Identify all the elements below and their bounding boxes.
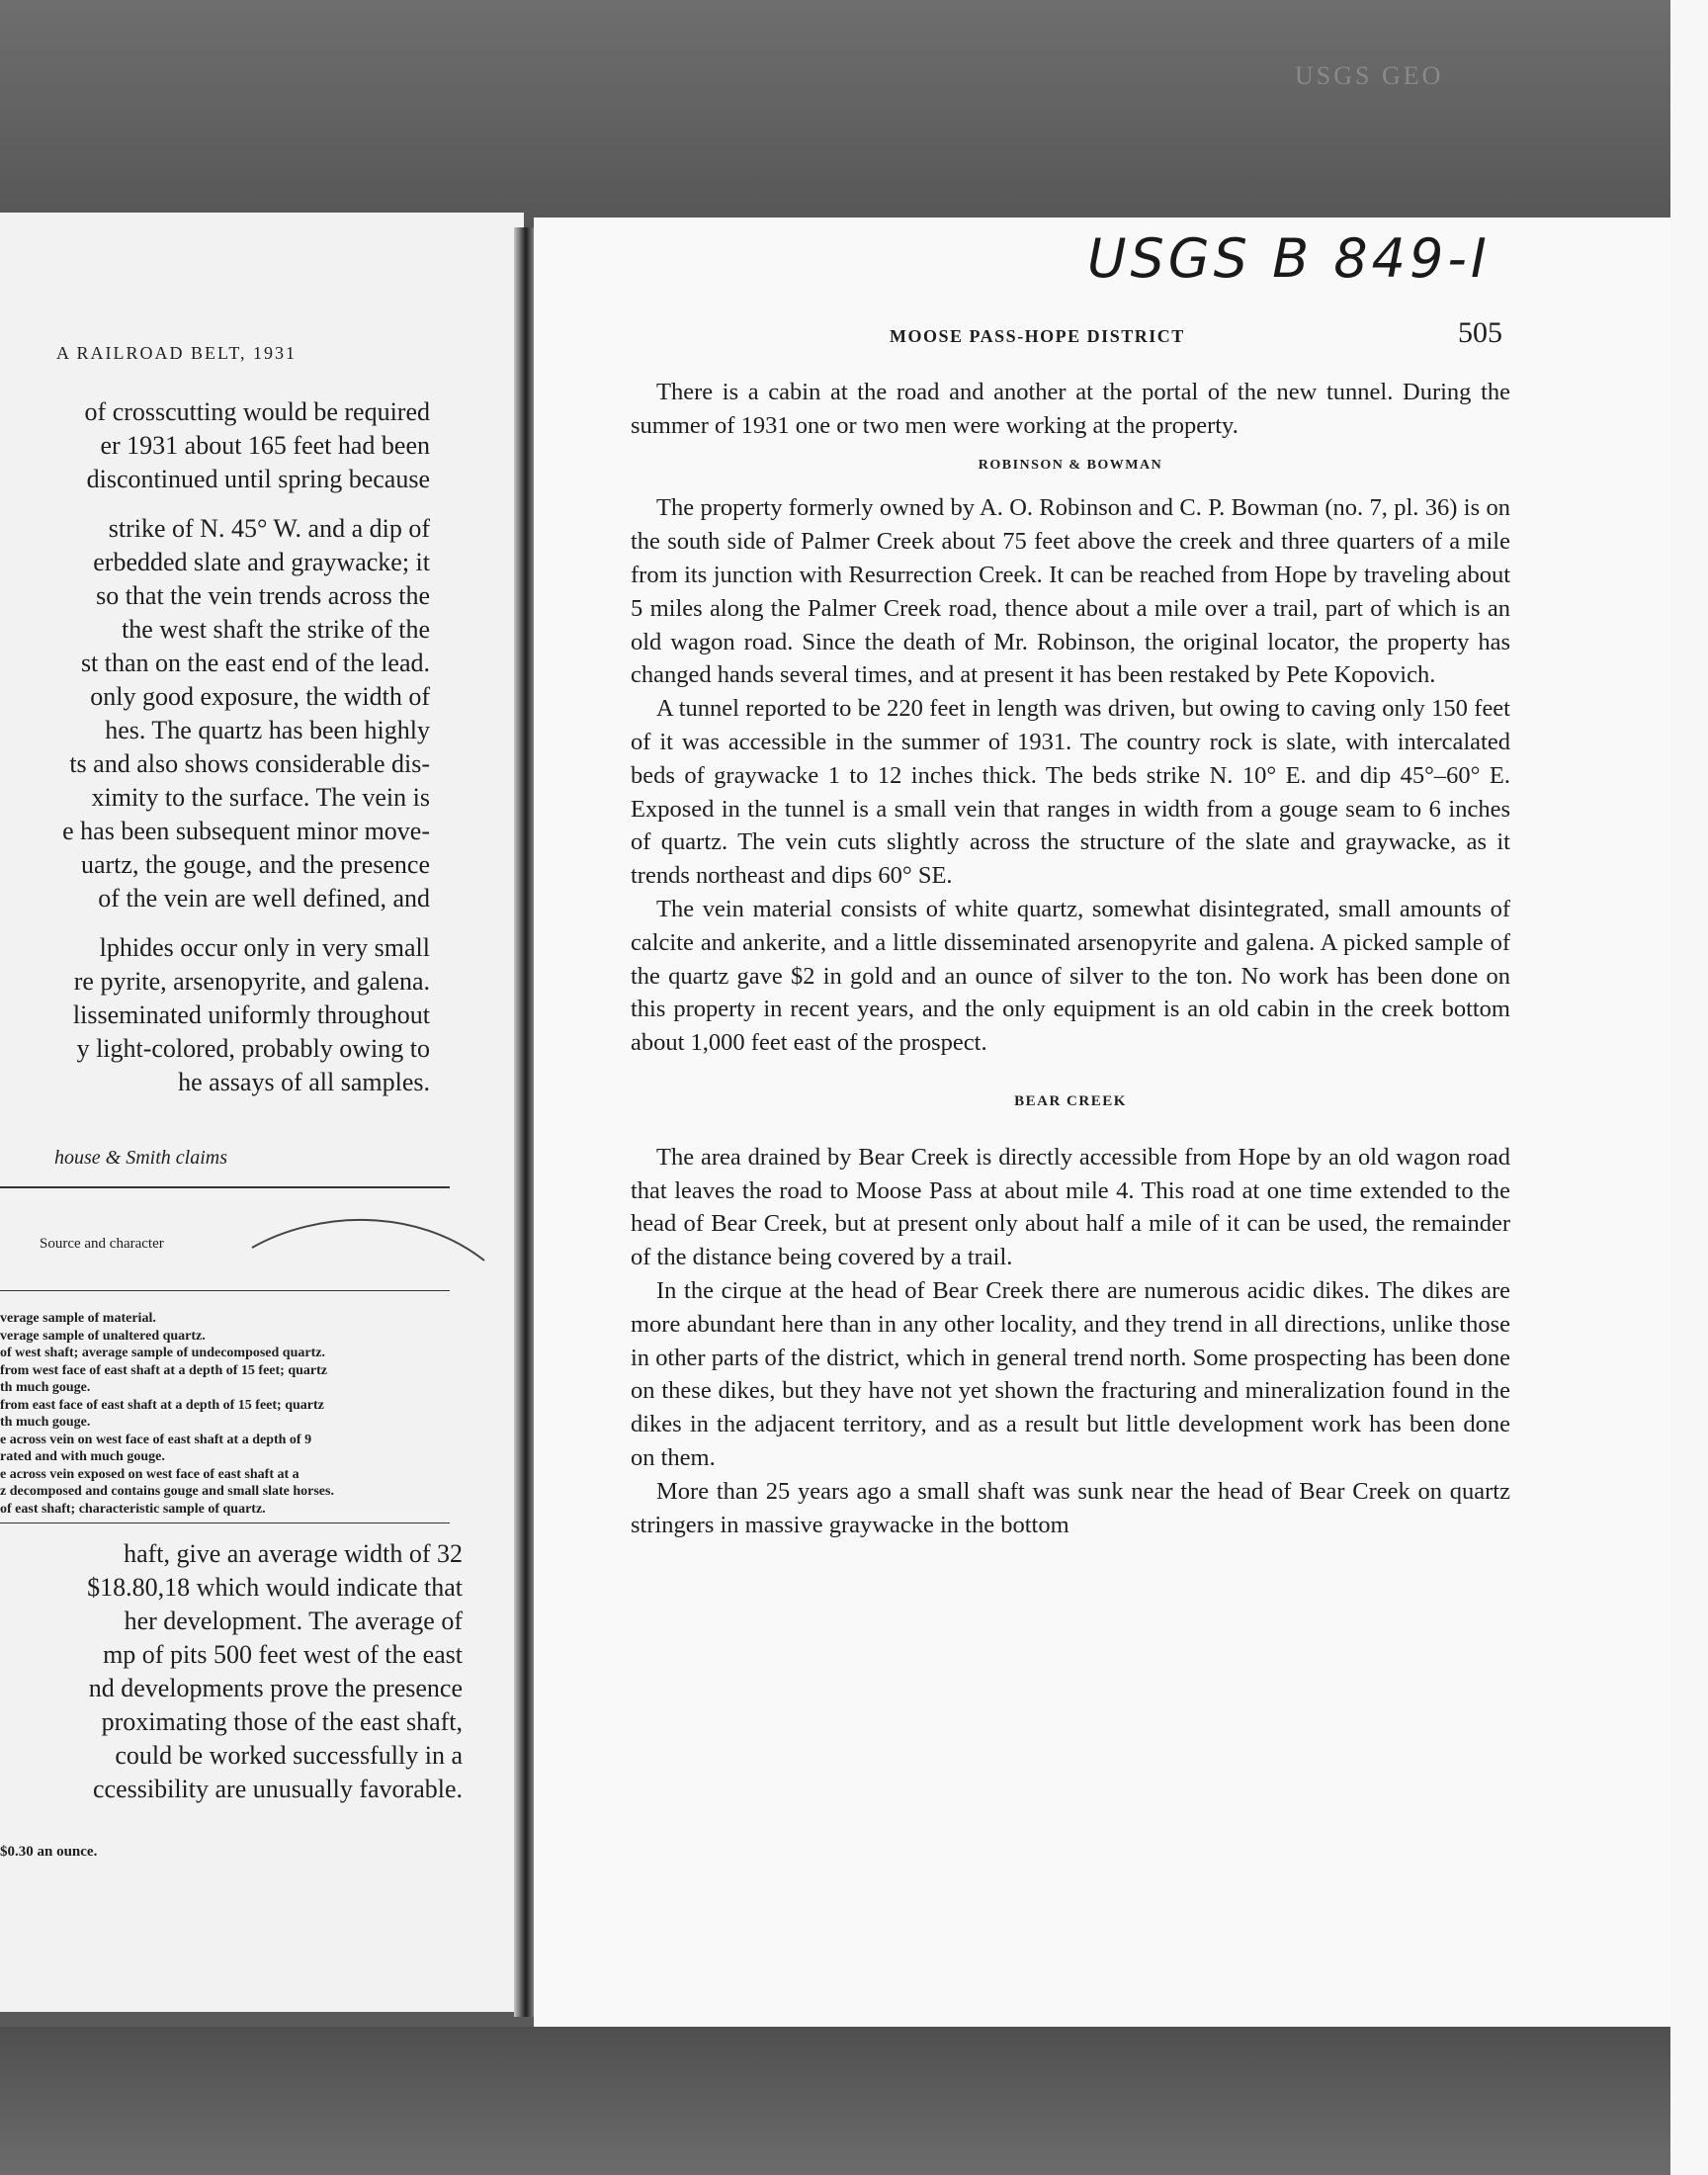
table-row: th much gouge. [0,1415,91,1430]
left-text-line: mp of pits 500 feet west of the east [103,1640,463,1669]
book-gutter [514,227,536,2017]
left-footnote: $0.30 an ounce. [0,1844,98,1860]
left-text-line: y light-colored, probably owing to [76,1034,430,1063]
table-row: verage sample of material. [0,1311,156,1326]
left-running-head: A RAILROAD BELT, 1931 [55,343,297,363]
opening-paragraph: There is a cabin at the road and another at the portal of the new tunnel. During the summer of 1931 one or two men were working at the property. [631,379,1510,439]
table-row: e across vein exposed on west face of east shaft at a [0,1466,299,1482]
left-text-line: ts and also shows considerable dis- [69,749,430,778]
left-text-line: $18.80,18 which would indicate that [87,1573,463,1602]
table-row: of east shaft; characteristic sample of quartz. [0,1501,266,1517]
table-row: th much gouge. [0,1380,91,1395]
scan-background-bottom [0,2027,1708,2175]
table-column-header: Source and character [40,1236,164,1252]
left-text-line: lisseminated uniformly throughout [72,1000,430,1029]
left-text-line: so that the vein trends across the [96,581,430,610]
page-body [631,376,1510,1541]
table-caption: house & Smith claims [54,1147,227,1169]
paragraph: The area drained by Bear Creek is directly accessible from Hope by an old wagon road that leaves the road to Moose Pass at about mile 4. This road at one time extended to the head of Bear Creek, but at present only about half a mile of it can be used, the remainder of the distance being covered by a trail. [631,1143,1510,1271]
scan-edge-right [1670,0,1708,2175]
left-page [0,213,524,2012]
left-text-line: st than on the east end of the lead. [80,649,430,677]
pencil-mark [247,1206,494,1265]
left-text-line: discontinued until spring because [86,465,430,493]
scan-background-top [0,0,1708,237]
paragraph: The property formerly owned by A. O. Robinson and C. P. Bowman (no. 7, pl. 36) is on the south side of Palmer Creek about 75 feet above the creek and three quarters of a mile from its junction with Resurrection Creek. It can be reached from Hope by traveling about 5 miles along the Palmer Creek road, thence about a mile over a trail, part of which is an old wagon road. Since the death of Mr. Robinson, the original locator, the property has changed hands several times, and at present it has been restaked by Pete Kopovich. [631,494,1510,689]
left-text-line: of the vein are well defined, and [98,884,430,913]
right-page [534,218,1675,2027]
left-text-line: ximity to the surface. The vein is [91,783,430,812]
table-bottom-rule [0,1522,450,1523]
handwritten-catalog-label: USGS B 849-I [1087,227,1491,290]
left-text-line: e has been subsequent minor move- [62,817,430,845]
left-text-line: erbedded slate and graywacke; it [93,548,430,576]
left-text-line: hes. The quartz has been highly [105,716,430,744]
running-head: MOOSE PASS-HOPE DISTRICT [890,326,1185,346]
left-text-line: uartz, the gouge, and the presence [80,850,430,879]
paragraph: A tunnel reported to be 220 feet in length was driven, but owing to caving only 150 feet of it was accessible in the summer of 1931. The country rock is slate, with intercalated beds of graywacke 1 to 12 inches thick. The beds strike N. 10° E. and dip 45°–60° E. Exposed in the tunnel is a small vein that ranges in width from a gouge seam to 6 inches of quartz. The vein cuts slightly across the structure of the slate and graywacke, as it trends northeast and dips 60° SE. [631,695,1510,890]
paragraph: The vein material consists of white quartz, somewhat disintegrated, small amounts of calcite and ankerite, and a little disseminated arsenopyrite and galena. A picked sample of the quartz gave $2 in gold and an ounce of silver to the ton. No work has been done on this property in recent years, and the only equipment is an old cabin in the creek bottom about 1,000 feet east of the prospect. [631,895,1510,1057]
left-text-line: only good exposure, the width of [90,682,430,711]
faint-stamp: USGS GEO [1295,61,1444,90]
table-row: e across vein on west face of east shaft at a depth of 9 [0,1432,312,1447]
paragraph: In the cirque at the head of Bear Creek there are numerous acidic dikes. The dikes are more abundant here than in any other locality, and they trend in all directions, unlike those in other parts of the district, which in general trend north. Some prospecting has been done on these dikes, but they have not yet shown the fracturing and mineralization found in the dikes in the adjacent territory, and as a result but little development work has been done on them. [631,1276,1510,1471]
left-text-line: proximating those of the east shaft, [101,1707,463,1736]
left-text-line: could be worked successfully in a [115,1741,463,1770]
table-row: rated and with much gouge. [0,1449,165,1464]
paragraph: More than 25 years ago a small shaft was sunk near the head of Bear Creek on quartz stringers in massive graywacke in the bottom [631,1477,1510,1538]
left-text-line: of crosscutting would be required [84,397,430,426]
left-text-line: nd developments prove the presence [88,1674,463,1702]
left-text-line: he assays of all samples. [178,1068,430,1096]
table-row: of west shaft; average sample of undecomposed quartz. [0,1346,325,1360]
table-top-rule [0,1186,450,1188]
table-header-rule [0,1290,450,1291]
left-text-line: strike of N. 45° W. and a dip of [108,514,430,543]
left-text-line: the west shaft the strike of the [122,615,430,644]
table-row: from east face of east shaft at a depth of 15 feet; quartz [0,1397,324,1413]
left-text-line: er 1931 about 165 feet had been [100,431,430,460]
table-row: verage sample of unaltered quartz. [0,1328,206,1344]
left-text-line: her development. The average of [124,1607,463,1635]
left-text-line: re pyrite, arsenopyrite, and galena. [73,967,430,996]
left-text-line: haft, give an average width of 32 [124,1539,463,1568]
left-text-line: lphides occur only in very small [99,933,430,962]
page-number: 505 [1458,316,1502,349]
left-text-line: ccessibility are unusually favorable. [93,1775,463,1803]
table-row: from west face of east shaft at a depth of 15 feet; quartz [0,1362,327,1378]
section-heading-bear-creek: BEAR CREEK [1014,1092,1127,1109]
table-row: z decomposed and contains gouge and small slate horses. [0,1484,334,1499]
section-heading-robinson-bowman: ROBINSON & BOWMAN [978,457,1163,473]
